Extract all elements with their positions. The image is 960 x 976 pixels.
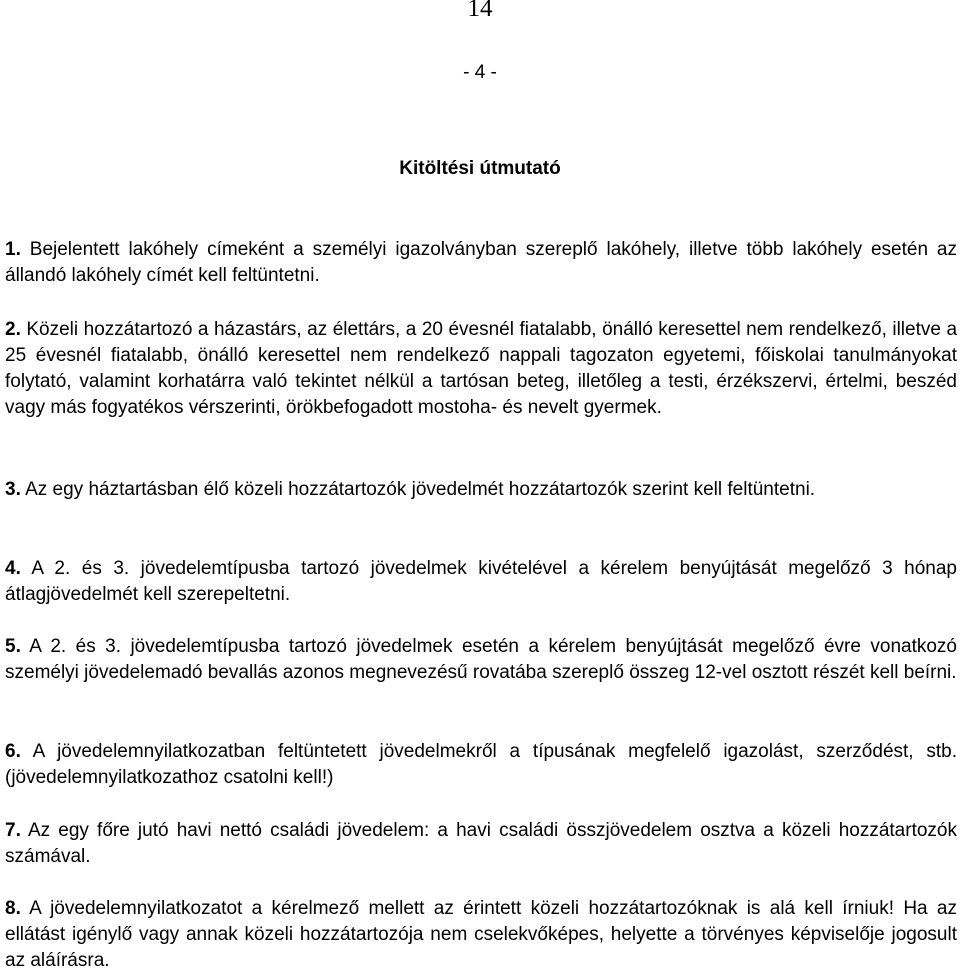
- item-text: A 2. és 3. jövedelemtípusba tartozó jövedelmek esetén a kérelem benyújtását megelőző évre vonatkozó személyi jövedelemadó bevallás azonos megnevezésű rovatába szereplő összeg 12-vel osztott részét kell beírni.: [5, 636, 957, 683]
- instruction-item-5: [5, 634, 957, 686]
- item-number: 5.: [5, 636, 21, 657]
- instruction-item-4: [5, 556, 957, 608]
- instruction-item-8: [5, 896, 957, 974]
- document-title: Kitöltési útmutató: [399, 158, 561, 179]
- page-number: 14: [467, 0, 493, 22]
- item-text: A jövedelemnyilatkozatot a kérelmező mellett az érintett közeli hozzátartozóknak is alá kell írniuk! Ha az ellátást igénylő vagy annak közeli hozzátartozója nem cselekvőképes, helyette a törvényes képviselője jogosult az aláírásra.: [5, 898, 957, 971]
- item-text: A 2. és 3. jövedelemtípusba tartozó jövedelmek kivételével a kérelem benyújtását megelőző 3 hónap átlagjövedelmét kell szerepeltetni.: [5, 558, 957, 605]
- item-number: 7.: [5, 820, 21, 841]
- item-number: 6.: [5, 741, 21, 762]
- item-text: A jövedelemnyilatkozatban feltüntetett jövedelmekről a típusának megfelelő igazolást, szerződést, stb. (jövedelemnyilatkozathoz csatolni kell!): [5, 741, 958, 788]
- instruction-item-6: [5, 739, 957, 791]
- sub-page-number: - 4 -: [463, 62, 497, 83]
- item-number: 2.: [5, 319, 21, 340]
- instruction-item-2: [5, 317, 957, 421]
- instruction-item-7: [5, 818, 957, 870]
- item-number: 3.: [5, 479, 21, 500]
- item-text: Az egy főre jutó havi nettó családi jövedelem: a havi családi összjövedelem osztva a közeli hozzátartozók számával.: [5, 820, 957, 867]
- item-text: Bejelentett lakóhely címeként a személyi igazolványban szereplő lakóhely, illetve több lakóhely esetén az állandó lakóhely címét kell feltüntetni.: [5, 239, 958, 286]
- item-text: Az egy háztartásban élő közeli hozzátartozók jövedelmét hozzátartozók szerint kell feltüntetni.: [25, 479, 816, 500]
- item-text: Közeli hozzátartozó a házastárs, az élettárs, a 20 évesnél fiatalabb, önálló keresettel nem rendelkező, illetve a 25 évesnél fiatalabb, önálló keresettel nem rendelkező nappali tagozaton egyetemi, főiskolai tanulmányokat folytató, valamint korhatárra való tekintet nélkül a tartósan beteg, illetőleg a testi, érzékszervi, értelmi, beszéd vagy más fogyatékos vérszerinti, örökbefogadott mostoha- és nevelt gyermek.: [5, 319, 958, 418]
- instruction-item-3: [5, 477, 957, 503]
- item-number: 8.: [5, 898, 21, 919]
- item-number: 1.: [5, 239, 21, 260]
- instruction-item-1: [5, 237, 957, 289]
- item-number: 4.: [5, 558, 21, 579]
